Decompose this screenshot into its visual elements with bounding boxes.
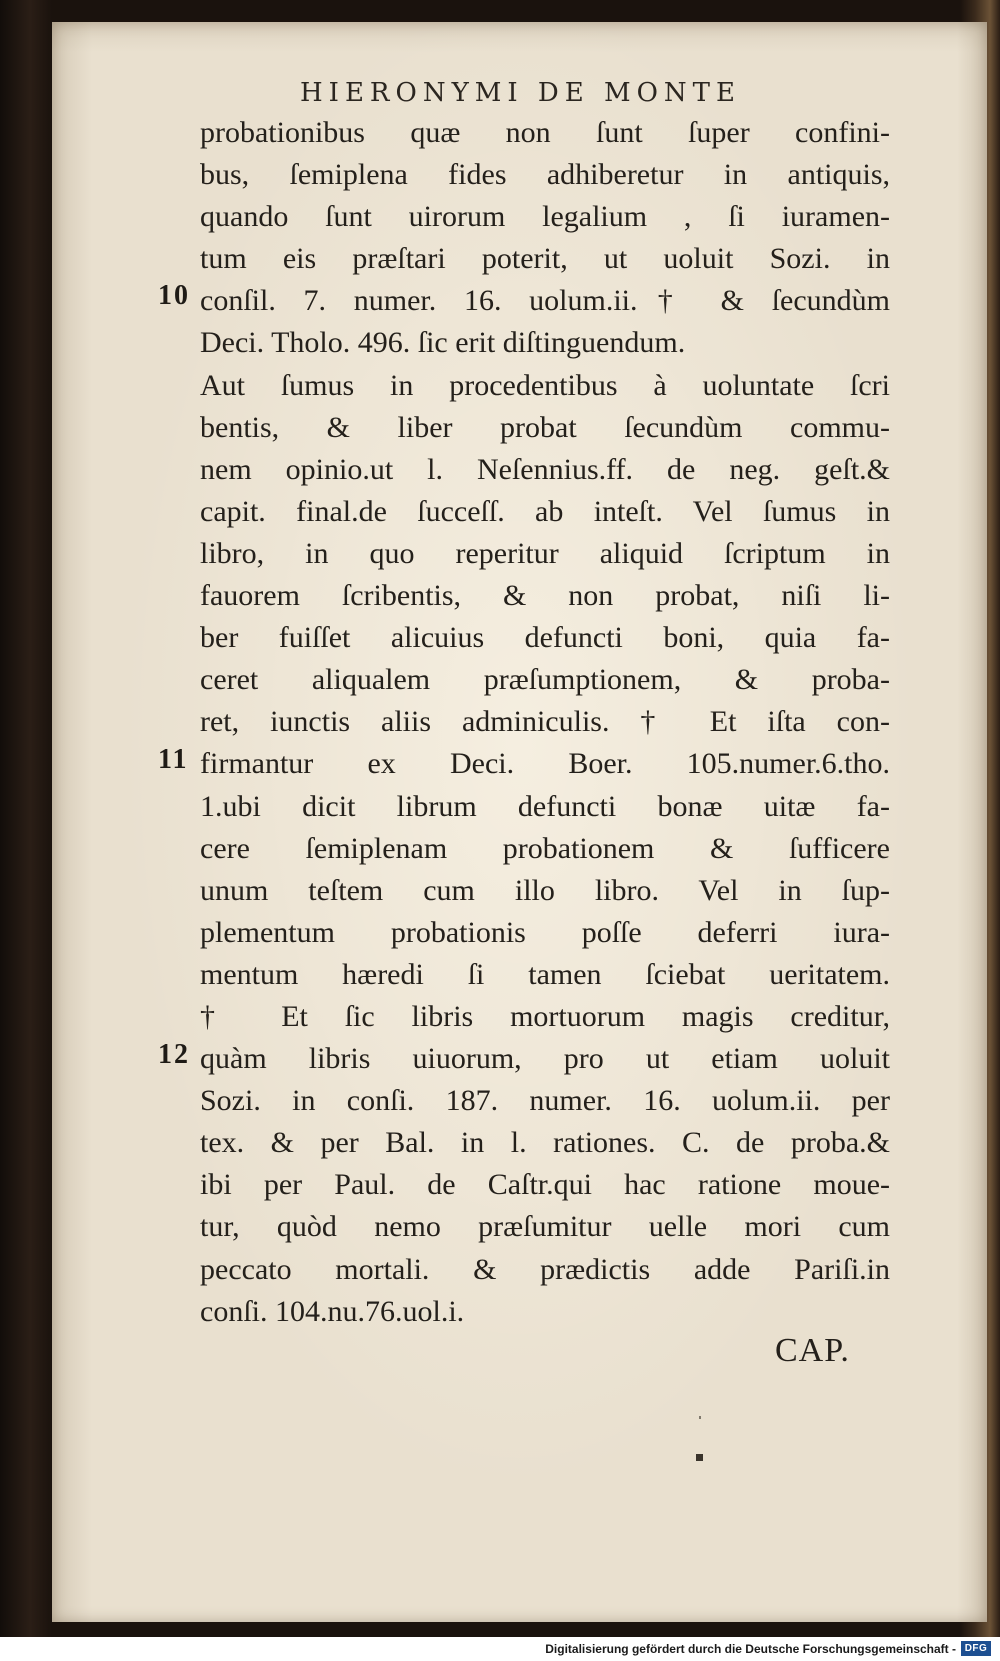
text-line: unum teſtem cum illo libro. Vel in ſup-: [200, 873, 890, 907]
text-line: mentum hæredi ſi tamen ſciebat ueritatem.: [200, 957, 890, 991]
margin-number-10: 10: [158, 280, 190, 311]
text-line: 1.ubi dicit librum defuncti bonæ uitæ fa-: [200, 789, 890, 823]
body-text: [200, 112, 890, 1333]
text-line: Aut ſumus in procedentibus à uoluntate ſcri: [200, 368, 890, 402]
margin-number-11: 11: [158, 744, 189, 775]
text-line: bus, ſemiplena fides adhiberetur in antiquis,: [200, 158, 890, 192]
dfg-logo: DFG: [961, 1641, 991, 1656]
text-line: tex. & per Bal. in l. rationes. C. de proba.&: [200, 1126, 890, 1160]
text-line: conſi. 104.nu.76.uol.i.: [200, 1294, 465, 1328]
text-line: ibi per Paul. de Caſtr.qui hac ratione moue-: [200, 1168, 890, 1202]
text-line: Deci. Tholo. 496. ſic erit diſtinguendum.: [200, 326, 686, 360]
text-line: ceret aliqualem præſumptionem, & proba-: [200, 663, 890, 697]
digitization-credit: Digitalisierung gefördert durch die Deutsche Forschungsgemeinschaft -: [545, 1642, 956, 1656]
text-line: firmantur ex Deci. Boer. 105.numer.6.tho.: [200, 747, 890, 781]
text-line: conſil. 7. numer. 16. uolum.ii.† & ſecundùm: [200, 284, 890, 318]
text-line: cere ſemiplenam probationem & ſufficere: [200, 831, 890, 865]
margin-number-12: 12: [158, 1039, 190, 1070]
text-line: nem opinio.ut l. Neſennius.ff. de neg. geſt.&: [200, 452, 890, 486]
ink-speck: [696, 1454, 703, 1461]
text-line: tur, quòd nemo præſumitur uelle mori cum: [200, 1210, 890, 1244]
text-line: capit. final.de ſucceſſ. ab inteſt. Vel ſumus in: [200, 494, 890, 528]
catchword: CAP.: [775, 1332, 850, 1369]
text-line: Sozi. in conſi. 187. numer. 16. uolum.ii. per: [200, 1084, 890, 1118]
text-line: † Et ſic libris mortuorum magis creditur,: [200, 999, 890, 1033]
running-title: HIERONYMI DE MONTE: [300, 78, 741, 108]
text-line: fauorem ſcribentis, & non probat, niſi li-: [200, 579, 890, 613]
text-line: tum eis præſtari poterit, ut uoluit Sozi. in: [200, 242, 890, 276]
text-line: bentis, & liber probat ſecundùm commu-: [200, 410, 890, 444]
text-line: probationibus quæ non ſunt ſuper confini-: [200, 116, 890, 149]
text-line: peccato mortali. & prædictis adde Pariſi.in: [200, 1252, 890, 1286]
text-line: quàm libris uiuorum, pro ut etiam uoluit: [200, 1042, 890, 1076]
text-line: ret, iunctis aliis adminiculis. † Et iſta con-: [200, 705, 890, 739]
text-line: libro, in quo reperitur aliquid ſcriptum in: [200, 536, 890, 570]
ink-speck: [699, 1416, 701, 1419]
text-line: ber fuiſſet alicuius defuncti boni, quia fa-: [200, 621, 890, 655]
text-line: plementum probationis poſſe deferri iura-: [200, 915, 890, 949]
text-line: quando ſunt uirorum legalium , ſi iuramen-: [200, 200, 890, 234]
